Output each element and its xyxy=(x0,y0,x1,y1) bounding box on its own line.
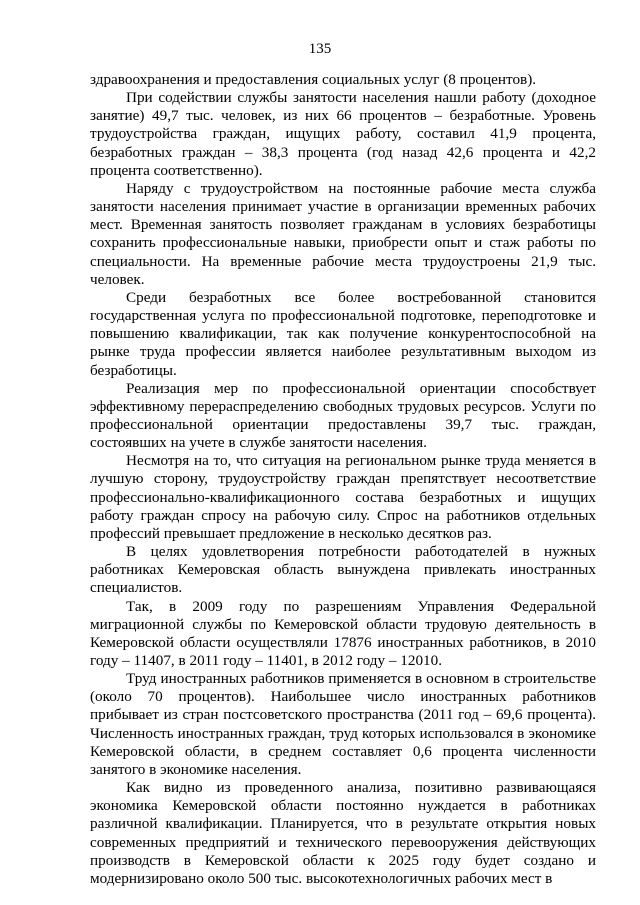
paragraph-employment-results: При содействии службы занятости населения нашли работу (доходное занятие) 49,7 тыс. человек, из них 66 процентов – безработные. Уровень трудоустройства граждан, ищущих работу, составил 41,9 процента, безработных граждан – 38,3 процента (год назад 42,6 процента и 42,2 процента соответственно). xyxy=(90,89,596,179)
paragraph-continuation: здравоохранения и предоставления социальных услуг (8 процентов). xyxy=(90,71,537,88)
paragraph-temporary-jobs: Наряду с трудоустройством на постоянные рабочие места служба занятости населения принимает участие в организации временных рабочих мест. Временная занятость позволяет гражданам в условиях безработицы сохранить профессиональные навыки, приобрести опыт и стаж работы по специальности. На временные рабочие места трудоустроены 21,9 тыс. человек. xyxy=(90,179,596,288)
paragraph-migration-stats: Так, в 2009 году по разрешениям Управления Федеральной миграционной службы по Кемеровской области трудовую деятельность в Кемеровской области осуществляли 17876 иностранных работников, в 2010 году – 11407, в 2011 году – 11401, в 2012 году – 12010. xyxy=(90,597,596,669)
body-text xyxy=(90,71,596,888)
paragraph-training: Среди безработных все более востребованной становится государственная услуга по профессиональной подготовке, переподготовке и повышению квалификации, так как получение конкурентоспособной на рынке труда профессии является наиболее результативным выходом из безработицы. xyxy=(90,288,596,379)
paragraph-foreign-labor-use: Труд иностранных работников применяется в основном в строительстве (около 70 процентов). Наибольшее число иностранных работников прибывает из стран постсоветского пространства (2011 год – 69,6 процента). Численность иностранных граждан, труд которых использовался в экономике Кемеровской области, в среднем составляет 0,6 процента численности занятого в экономике населения. xyxy=(90,670,596,778)
paragraph-career-guidance: Реализация мер по профессиональной ориентации способствует эффективному перераспределению свободных трудовых ресурсов. Услуги по профессиональной ориентации предоставлены 39,7 тыс. граждан, состоявших на учете в службе занятости населения. xyxy=(90,379,596,452)
paragraph-labor-mismatch: Несмотря на то, что ситуация на региональном рынке труда меняется в лучшую сторону, трудоустройству граждан препятствует несоответствие профессионально-квалификационного состава безработных и ищущих работу граждан спросу на рабочую силу. Спрос на работников отдельных профессий превышает предложение в несколько десятков раз. xyxy=(90,452,596,542)
page-number: 135 xyxy=(308,41,332,57)
paragraph-outlook-2025: Как видно из проведенного анализа, позитивно развивающаяся экономика Кемеровской области постоянно нуждается в работниках различной квалификации. Планируется, что в результате открытия новых современных предприятий и технического перевооружения действующих производств в Кемеровской области к 2025 году будет создано и модернизировано около 500 тыс. высокотехнологичных рабочих мест в xyxy=(90,779,596,887)
paragraph-foreign-specialists: В целях удовлетворения потребности работодателей в нужных работниках Кемеровская область вынуждена привлекать иностранных специалистов. xyxy=(90,543,596,597)
